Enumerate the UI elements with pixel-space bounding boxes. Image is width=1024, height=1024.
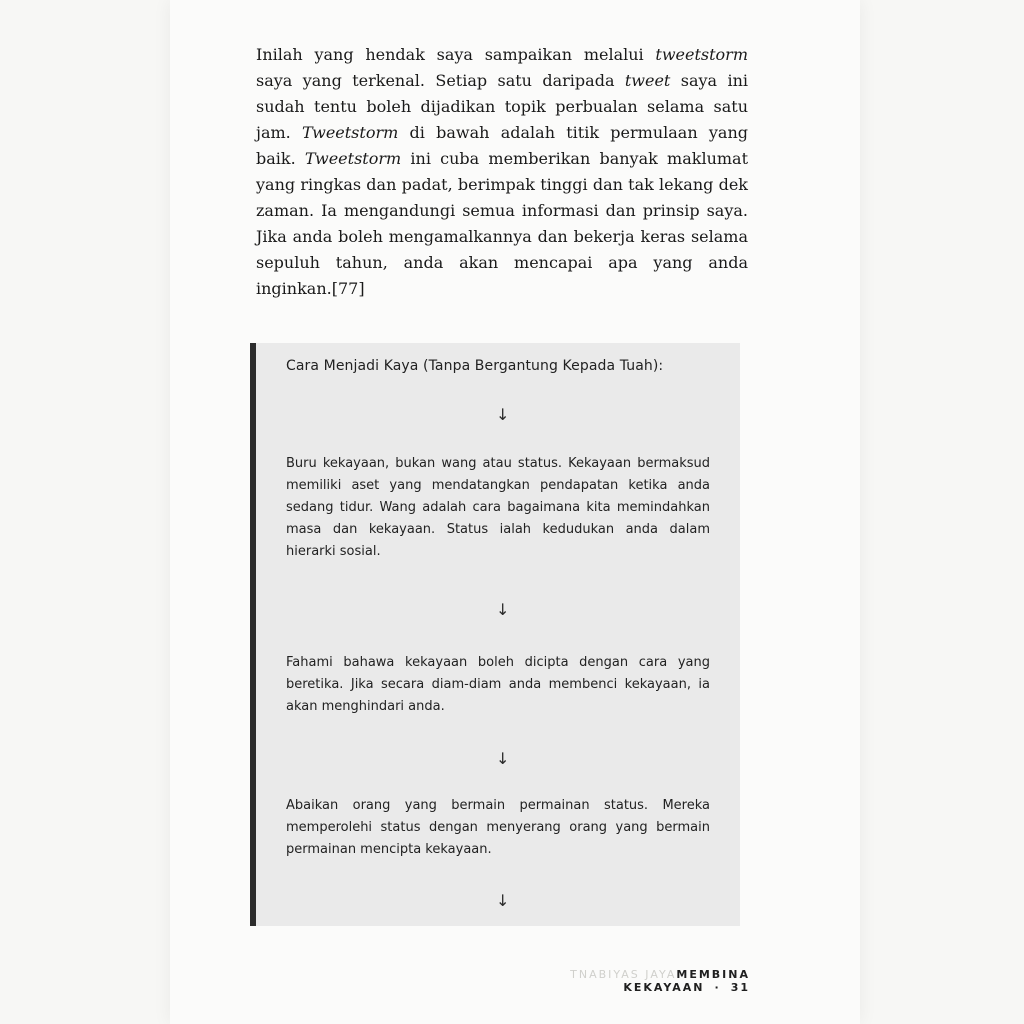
tweet-item-3: Abaikan orang yang bermain permainan status. Mereka memperolehi status dengan menyerang orang yang bermain permainan mencipta kekayaan.	[286, 798, 710, 857]
intro-paragraph	[256, 42, 748, 302]
page-number: 31	[730, 981, 750, 994]
intro-text-1: Inilah yang hendak saya sampaikan melalui	[256, 45, 656, 64]
down-arrow-icon: ↓	[496, 600, 510, 619]
down-arrow-icon: ↓	[496, 405, 510, 424]
down-arrow-icon: ↓	[496, 749, 510, 768]
down-arrow-icon: ↓	[496, 891, 510, 910]
page-footer	[440, 968, 750, 994]
intro-text-3: saya ini sudah tentu boleh dijadikan topik perbualan selama satu jam.	[256, 71, 748, 142]
footer-separator: ·	[714, 981, 721, 994]
intro-emphasis-tweetstorm-3: Tweetstorm	[304, 149, 402, 168]
tweet-item-1: Buru kekayaan, bukan wang atau status. Kekayaan bermaksud memiliki aset yang mendatangkan pendapatan ketika anda sedang tidur. Wang adalah cara bagaimana kita memindahkan masa dan kekayaan. Status ialah kedudukan anda dalam hierarki sosial.	[286, 456, 710, 559]
running-header: MEMBINA KEKAYAAN	[623, 968, 750, 994]
intro-emphasis-tweet: tweet	[624, 71, 671, 90]
box-title: Cara Menjadi Kaya (Tanpa Bergantung Kepada Tuah):	[286, 358, 664, 374]
tweetstorm-box	[250, 343, 740, 926]
bleed-through-text: TNABIYAS JAYA	[570, 968, 677, 981]
intro-text-4: di bawah adalah titik permulaan yang baik.	[256, 123, 748, 168]
intro-emphasis-tweetstorm: tweetstorm	[655, 45, 748, 64]
tweet-item-2: Fahami bahawa kekayaan boleh dicipta dengan cara yang beretika. Jika secara diam-diam anda membenci kekayaan, ia akan menghindari anda.	[286, 655, 710, 714]
intro-emphasis-tweetstorm-2: Tweetstorm	[302, 123, 399, 142]
intro-text-2: saya yang terkenal. Setiap satu daripada	[256, 71, 625, 90]
intro-text-5: ini cuba memberikan banyak maklumat yang ringkas dan padat, berimpak tinggi dan tak lekang dek zaman. Ia mengandungi semua informasi dan prinsip saya. Jika anda boleh mengamalkannya dan bekerja keras selama sepuluh tahun, anda akan mencapai apa yang anda inginkan.[77]	[256, 149, 749, 298]
